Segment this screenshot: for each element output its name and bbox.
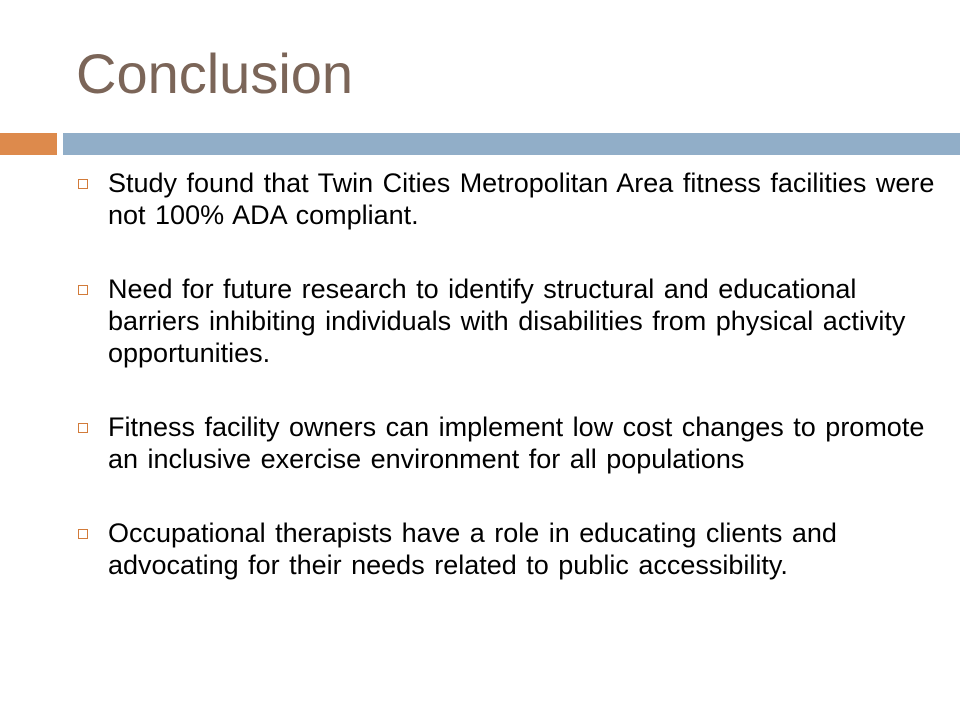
bullet-list <box>76 167 936 623</box>
bullet-item <box>76 167 936 231</box>
hollow-square-bullet-icon <box>78 423 88 433</box>
bullet-text: Need for future research to identify structural and educational barriers inhibiting individuals with disabilities from physical activity opportunities. <box>108 274 906 368</box>
hollow-square-bullet-icon <box>78 285 88 295</box>
hollow-square-bullet-icon <box>78 529 88 539</box>
bullet-item <box>76 273 936 369</box>
accent-bar-right <box>63 133 960 155</box>
accent-bar-left <box>0 133 57 155</box>
hollow-square-bullet-icon <box>78 179 88 189</box>
bullet-text: Study found that Twin Cities Metropolitan Area fitness facilities were not 100% ADA compliant. <box>108 168 935 230</box>
bullet-text: Fitness facility owners can implement low cost changes to promote an inclusive exercise environment for all populations <box>108 412 925 474</box>
bullet-item <box>76 411 936 475</box>
slide-title: Conclusion <box>76 42 354 105</box>
bullet-text: Occupational therapists have a role in educating clients and advocating for their needs related to public accessibility. <box>108 518 837 580</box>
bullet-item <box>76 517 936 581</box>
